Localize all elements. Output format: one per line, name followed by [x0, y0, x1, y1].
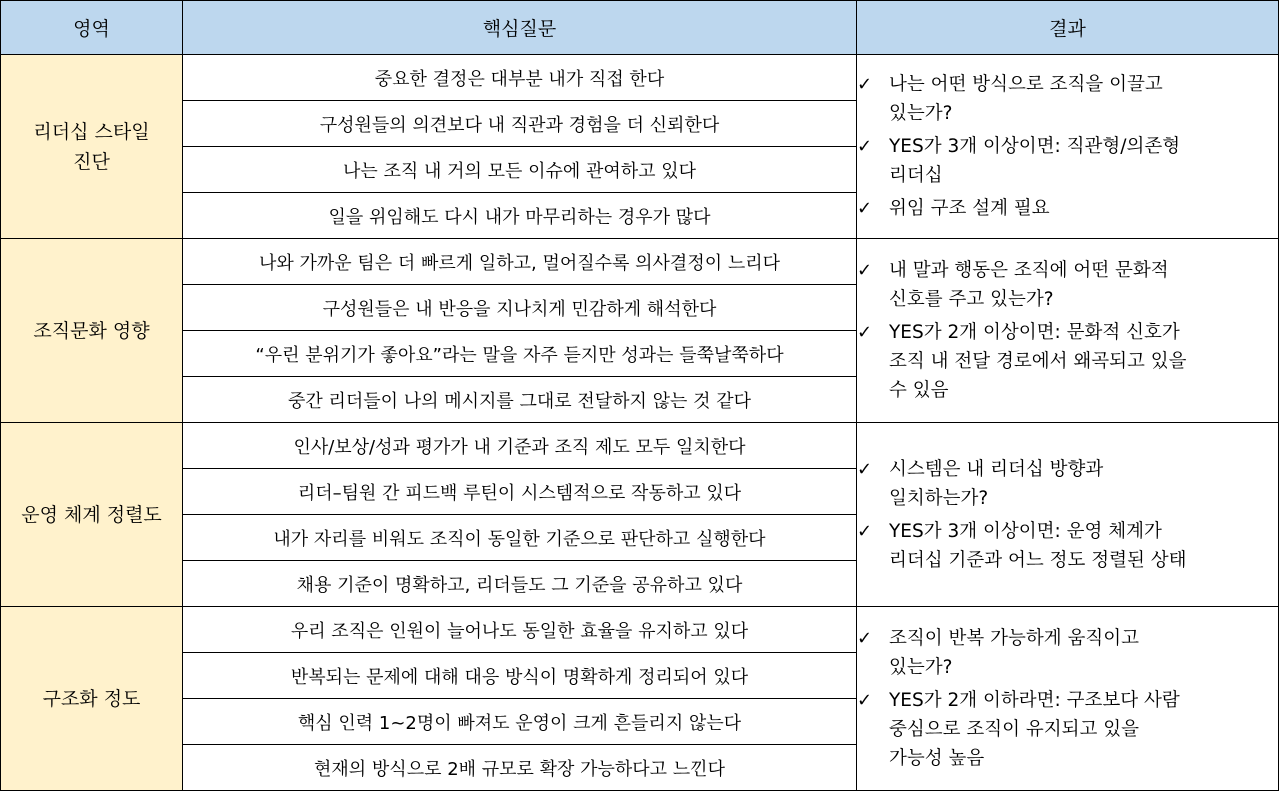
header-question: 핵심질문 [183, 1, 857, 55]
result-text: 조직이 반복 가능하게 움직이고 있는가? [889, 628, 1139, 678]
area-label: 운영 체계 정렬도 [21, 503, 162, 526]
question-cell: 현재의 방식으로 2배 규모로 확장 가능하다고 느낀다 [183, 745, 857, 791]
question-cell: 나는 조직 내 거의 모든 이슈에 관여하고 있다 [183, 147, 857, 193]
result-item [857, 517, 1278, 575]
result-cell [857, 239, 1279, 423]
result-text: 시스템은 내 리더십 방향과 일치하는가? [889, 458, 1104, 509]
header-area: 영역 [1, 1, 183, 55]
result-item [857, 132, 1278, 190]
result-text: YES가 2개 이하라면: 구조보다 사람 중심으로 조직이 유지되고 있을 가능성 높음 [889, 690, 1180, 769]
result-text: 위임 구조 설계 필요 [889, 198, 1050, 219]
result-cell [857, 423, 1279, 607]
question-cell: 구성원들의 의견보다 내 직관과 경험을 더 신뢰한다 [183, 101, 857, 147]
result-text: 내 말과 행동은 조직에 어떤 문화적 신호를 주고 있는가? [889, 260, 1169, 310]
result-cell [857, 607, 1279, 791]
checkmark-icon: ✓ [857, 74, 873, 95]
result-text: YES가 2개 이상이면: 문화적 신호가 조직 내 전달 경로에서 왜곡되고 있을 수 있음 [889, 322, 1187, 401]
checkmark-icon: ✓ [857, 628, 873, 649]
table-row [1, 55, 1279, 101]
area-label: 리더십 스타일 진단 [33, 120, 150, 173]
area-cell [1, 55, 183, 239]
area-label: 조직문화 영향 [33, 319, 150, 342]
question-cell: “우린 분위기가 좋아요”라는 말을 자주 듣지만 성과는 들쭉날쭉하다 [183, 331, 857, 377]
result-text: 나는 어떤 방식으로 조직을 이끌고 있는가? [889, 74, 1163, 124]
question-cell: 구성원들은 내 반응을 지나치게 민감하게 해석한다 [183, 285, 857, 331]
result-text: YES가 3개 이상이면: 운영 체계가 리더십 기준과 어느 정도 정렬된 상태 [889, 520, 1187, 571]
question-cell: 일을 위임해도 다시 내가 마무리하는 경우가 많다 [183, 193, 857, 239]
table-body [1, 55, 1279, 791]
header-row [1, 1, 1279, 55]
area-cell [1, 239, 183, 423]
table-row [1, 607, 1279, 653]
question-cell: 우리 조직은 인원이 늘어나도 동일한 효율을 유지하고 있다 [183, 607, 857, 653]
question-cell: 반복되는 문제에 대해 대응 방식이 명확하게 정리되어 있다 [183, 653, 857, 699]
checkmark-icon: ✓ [857, 520, 873, 542]
checkmark-icon: ✓ [857, 198, 873, 219]
result-item [857, 686, 1278, 773]
checkmark-icon: ✓ [857, 322, 873, 343]
result-item [857, 256, 1278, 314]
question-cell: 내가 자리를 비워도 조직이 동일한 기준으로 판단하고 실행한다 [183, 515, 857, 561]
result-cell [857, 55, 1279, 239]
area-cell [1, 607, 183, 791]
area-cell [1, 423, 183, 607]
question-cell: 핵심 인력 1~2명이 빠져도 운영이 크게 흔들리지 않는다 [183, 699, 857, 745]
result-item [857, 194, 1278, 223]
question-cell: 중간 리더들이 나의 메시지를 그대로 전달하지 않는 것 같다 [183, 377, 857, 423]
table-row [1, 239, 1279, 285]
table-row [1, 423, 1279, 469]
header-result: 결과 [857, 1, 1279, 55]
checkmark-icon: ✓ [857, 458, 873, 480]
result-item [857, 318, 1278, 405]
result-item [857, 455, 1278, 513]
question-cell: 리더–팀원 간 피드백 루틴이 시스템적으로 작동하고 있다 [183, 469, 857, 515]
checkmark-icon: ✓ [857, 690, 873, 711]
question-cell: 나와 가까운 팀은 더 빠르게 일하고, 멀어질수록 의사결정이 느리다 [183, 239, 857, 285]
result-text: YES가 3개 이상이면: 직관형/의존형 리더십 [889, 136, 1181, 186]
result-item [857, 624, 1278, 682]
question-cell: 채용 기준이 명확하고, 리더들도 그 기준을 공유하고 있다 [183, 561, 857, 607]
question-cell: 중요한 결정은 대부분 내가 직접 한다 [183, 55, 857, 101]
checkmark-icon: ✓ [857, 136, 873, 157]
question-cell: 인사/보상/성과 평가가 내 기준과 조직 제도 모두 일치한다 [183, 423, 857, 469]
area-label: 구조화 정도 [42, 687, 141, 710]
checkmark-icon: ✓ [857, 260, 873, 281]
result-item [857, 70, 1278, 128]
